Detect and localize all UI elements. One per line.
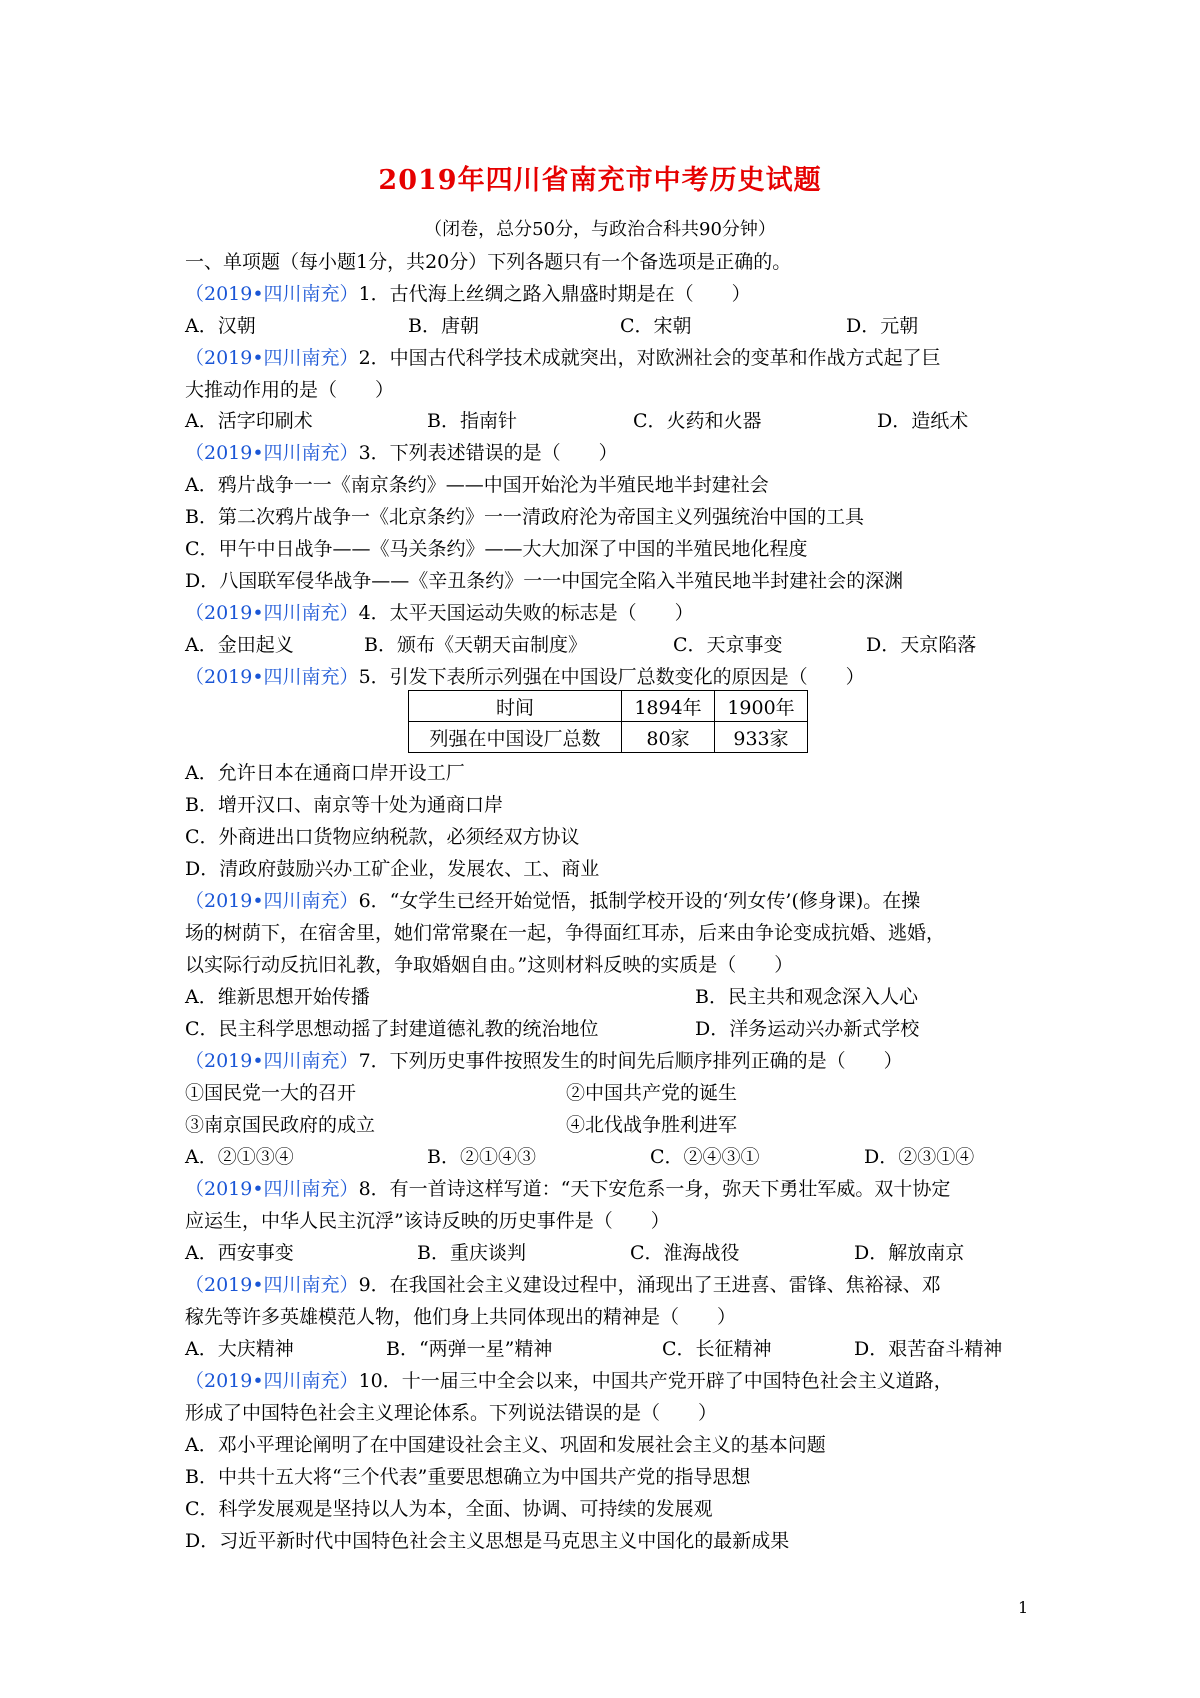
question-2-stem-cont: 大推动作用的是（ ） bbox=[185, 379, 395, 401]
q5-option-b: B．增开汉口、南京等十处为通商口岸 bbox=[185, 794, 503, 816]
q2-option-a: A．活字印刷术 bbox=[185, 410, 313, 432]
q2-option-b: B．指南针 bbox=[427, 410, 517, 432]
q10-option-c: C．科学发展观是坚持以人为本，全面、协调、可持续的发展观 bbox=[185, 1498, 713, 1520]
question-8-stem-cont: 应运生，中华人民主沉浮”该诗反映的历史事件是（ ） bbox=[185, 1210, 670, 1232]
q1-option-c: C．宋朝 bbox=[620, 315, 692, 337]
question-4-stem: （2019•四川南充）4．太平天国运动失败的标志是（ ） bbox=[185, 602, 694, 624]
q1-option-a: A．汉朝 bbox=[185, 315, 256, 337]
q9-option-c: C．长征精神 bbox=[662, 1338, 772, 1360]
q7-option-d: D．②③①④ bbox=[864, 1146, 975, 1168]
table-row bbox=[409, 722, 808, 753]
question-10-stem: （2019•四川南充）10．十一届三中全会以来，中国共产党开辟了中国特色社会主义道路， bbox=[185, 1370, 953, 1392]
q7-item-1: ①国民党一大的召开 bbox=[185, 1082, 357, 1104]
q7-item-4: ④北伐战争胜利进军 bbox=[566, 1114, 738, 1136]
q6-option-c: C．民主科学思想动摇了封建道德礼教的统治地位 bbox=[185, 1018, 599, 1040]
q5-option-c: C．外商进出口货物应纳税款，必须经双方协议 bbox=[185, 826, 580, 848]
table-header-cell: 时间 bbox=[409, 691, 622, 722]
question-2-stem: （2019•四川南充）2．中国古代科学技术成就突出，对欧洲社会的变革和作战方式起了巨 bbox=[185, 347, 941, 369]
table-cell: 933家 bbox=[715, 722, 808, 753]
question-9-stem: （2019•四川南充）9．在我国社会主义建设过程中，涌现出了王进喜、雷锋、焦裕禄、邓 bbox=[185, 1274, 941, 1296]
q4-option-c: C．天京事变 bbox=[673, 634, 783, 656]
q7-item-2: ②中国共产党的诞生 bbox=[566, 1082, 738, 1104]
q3-option-b: B．第二次鸦片战争一《北京条约》一一清政府沦为帝国主义列强统治中国的工具 bbox=[185, 506, 864, 528]
table-cell: 列强在中国设厂总数 bbox=[409, 722, 622, 753]
q5-option-a: A．允许日本在通商口岸开设工厂 bbox=[185, 762, 465, 784]
question-3-stem: （2019•四川南充）3．下列表述错误的是（ ） bbox=[185, 442, 618, 464]
q8-option-b: B．重庆谈判 bbox=[417, 1242, 526, 1264]
q7-option-c: C．②④③① bbox=[650, 1146, 760, 1168]
source-tag: （2019•四川南充） bbox=[185, 347, 359, 369]
q6-option-a: A．维新思想开始传播 bbox=[185, 986, 370, 1008]
q4-option-a: A．金田起义 bbox=[185, 634, 294, 656]
factory-count-table bbox=[408, 690, 808, 753]
table-header-cell: 1900年 bbox=[715, 691, 808, 722]
q10-option-d: D．习近平新时代中国特色社会主义思想是马克思主义中国化的最新成果 bbox=[185, 1530, 790, 1552]
section-heading: 一、单项题（每小题1分，共20分）下列各题只有一个备选项是正确的。 bbox=[185, 251, 792, 273]
question-8-stem: （2019•四川南充）8．有一首诗这样写道：“天下安危系一身，弥天下勇壮军威。双十协定 bbox=[185, 1178, 951, 1200]
q2-option-c: C．火药和火器 bbox=[633, 410, 762, 432]
page-number: 1 bbox=[1018, 1598, 1029, 1617]
table-row bbox=[409, 691, 808, 722]
q1-option-d: D．元朝 bbox=[846, 315, 919, 337]
question-5-stem: （2019•四川南充）5．引发下表所示列强在中国设厂总数变化的原因是（ ） bbox=[185, 666, 865, 688]
q7-option-b: B．②①④③ bbox=[427, 1146, 536, 1168]
q7-item-3: ③南京国民政府的成立 bbox=[185, 1114, 376, 1136]
q8-option-a: A．西安事变 bbox=[185, 1242, 294, 1264]
question-1-stem: （2019•四川南充）1．古代海上丝绸之路入鼎盛时期是在（ ） bbox=[185, 283, 751, 305]
source-tag: （2019•四川南充） bbox=[185, 1370, 359, 1392]
source-tag: （2019•四川南充） bbox=[185, 602, 359, 624]
page-title: 2019年四川省南充市中考历史试题 bbox=[378, 165, 822, 196]
q3-option-d: D．八国联军侵华战争——《辛丑条约》一一中国完全陷入半殖民地半封建社会的深渊 bbox=[185, 570, 904, 592]
q8-option-d: D．解放南京 bbox=[854, 1242, 965, 1264]
q6-option-d: D．洋务运动兴办新式学校 bbox=[695, 1018, 920, 1040]
source-tag: （2019•四川南充） bbox=[185, 283, 359, 305]
question-10-stem-cont: 形成了中国特色社会主义理论体系。下列说法错误的是（ ） bbox=[185, 1402, 718, 1424]
table-header-cell: 1894年 bbox=[622, 691, 715, 722]
q9-option-a: A．大庆精神 bbox=[185, 1338, 294, 1360]
question-6-stem-cont: 场的树荫下，在宿舍里，她们常常聚在一起，争得面红耳赤，后来由争论变成抗婚、逃婚， bbox=[185, 922, 946, 944]
q1-option-b: B．唐朝 bbox=[408, 315, 479, 337]
q6-option-b: B．民主共和观念深入人心 bbox=[695, 986, 918, 1008]
q10-option-b: B．中共十五大将“三个代表”重要思想确立为中国共产党的指导思想 bbox=[185, 1466, 751, 1488]
source-tag: （2019•四川南充） bbox=[185, 890, 359, 912]
q5-option-d: D．清政府鼓励兴办工矿企业，发展农、工、商业 bbox=[185, 858, 600, 880]
question-6-stem-cont: 以实际行动反抗旧礼教，争取婚姻自由。”这则材料反映的实质是（ ） bbox=[185, 954, 794, 976]
source-tag: （2019•四川南充） bbox=[185, 442, 359, 464]
q8-option-c: C．淮海战役 bbox=[630, 1242, 740, 1264]
q9-option-b: B．“两弹一星”精神 bbox=[386, 1338, 553, 1360]
question-7-stem: （2019•四川南充）7．下列历史事件按照发生的时间先后顺序排列正确的是（ ） bbox=[185, 1050, 903, 1072]
source-tag: （2019•四川南充） bbox=[185, 1178, 359, 1200]
q7-option-a: A．②①③④ bbox=[185, 1146, 294, 1168]
q3-option-c: C．甲午中日战争——《马关条约》——大大加深了中国的半殖民地化程度 bbox=[185, 538, 808, 560]
source-tag: （2019•四川南充） bbox=[185, 666, 359, 688]
question-6-stem: （2019•四川南充）6．“女学生已经开始觉悟，抵制学校开设的‘列女传’(修身课)。在操 bbox=[185, 890, 921, 912]
q3-option-a: A．鸦片战争一一《南京条约》——中国开始沦为半殖民地半封建社会 bbox=[185, 474, 769, 496]
q4-option-b: B．颁布《天朝天亩制度》 bbox=[364, 634, 587, 656]
q4-option-d: D．天京陷落 bbox=[866, 634, 977, 656]
table-cell: 80家 bbox=[622, 722, 715, 753]
source-tag: （2019•四川南充） bbox=[185, 1050, 359, 1072]
page-subtitle: （闭卷，总分50分，与政治合科共90分钟） bbox=[424, 219, 776, 240]
q2-option-d: D．造纸术 bbox=[877, 410, 969, 432]
q10-option-a: A．邓小平理论阐明了在中国建设社会主义、巩固和发展社会主义的基本问题 bbox=[185, 1434, 826, 1456]
q9-option-d: D．艰苦奋斗精神 bbox=[854, 1338, 1003, 1360]
source-tag: （2019•四川南充） bbox=[185, 1274, 359, 1296]
question-9-stem-cont: 稼先等许多英雄模范人物，他们身上共同体现出的精神是（ ） bbox=[185, 1306, 737, 1328]
